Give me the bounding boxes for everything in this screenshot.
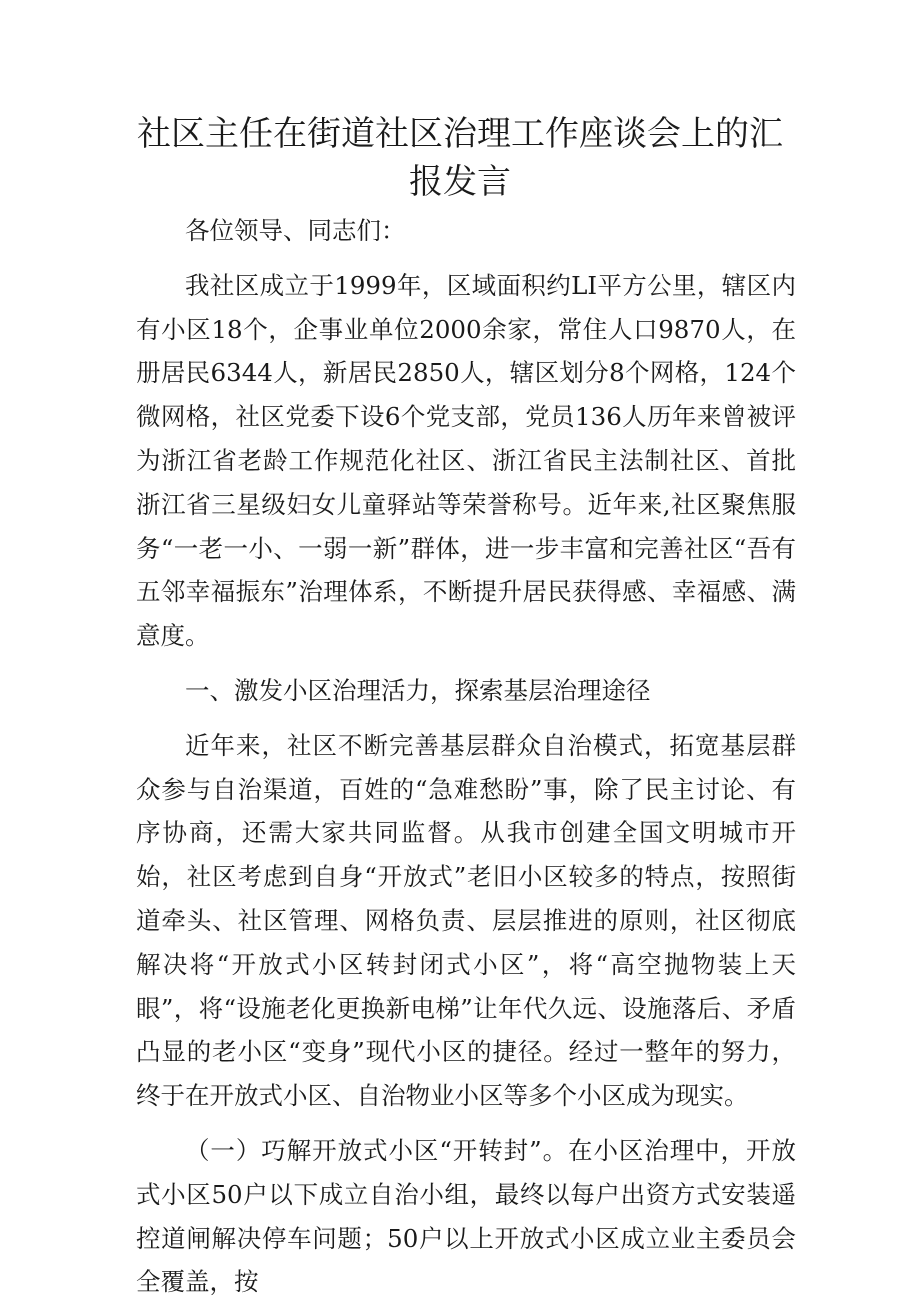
paragraph-section-1: 近年来，社区不断完善基层群众自治模式，拓宽基层群众参与自治渠道，百姓的“急难愁盼”事，除了民主讨论、有序协商，还需大家共同监督。从我市创建全国文明城市开始，社区考虑到自身“开放式”老旧小区较多的特点，按照街道牵头、社区管理、网格负责、层层推进的原则，社区彻底解决将“开放式小区转封闭式小区”，将“高空抛物装上天眼”，将“设施老化更换新电梯”让年代久远、设施落后、矛盾凸显的老小区“变身”现代小区的捷径。经过一整年的努力，终于在开放式小区、自治物业小区等多个小区成为现实。 [136,730,796,1111]
section-heading-1: 一、激发小区治理活力，探索基层治理途径 [185,675,651,705]
document-body [136,209,796,1304]
salutation: 各位领导、同志们： [185,216,406,245]
document-title: 社区主任在街道社区治理工作座谈会上的汇报发言 [137,114,783,202]
paragraph-intro: 我社区成立于1999年，区域面积约LI平方公里，辖区内有小区18个，企事业单位2000余家，常住人口9870人，在册居民6344人，新居民2850人，辖区划分8个网格，124个微网格，社区党委下设6个党支部，党员136人历年来曾被评为浙江省老龄工作规范化社区、浙江省民主法制社区、首批浙江省三星级妇女儿童驿站等荣誉称号。近年来,社区聚焦服务“一老一小、一弱一新”群体，进一步丰富和完善社区“吾有五邻幸福振东”治理体系，不断提升居民获得感、幸福感、满意度。 [136,270,796,651]
paragraph-subsection-1: （一）巧解开放式小区“开转封”。在小区治理中，开放式小区50户以下成立自治小组，最终以每户出资方式安装遥控道闸解决停车问题；50户以上开放式小区成立业主委员会全覆盖，按 [136,1135,796,1297]
